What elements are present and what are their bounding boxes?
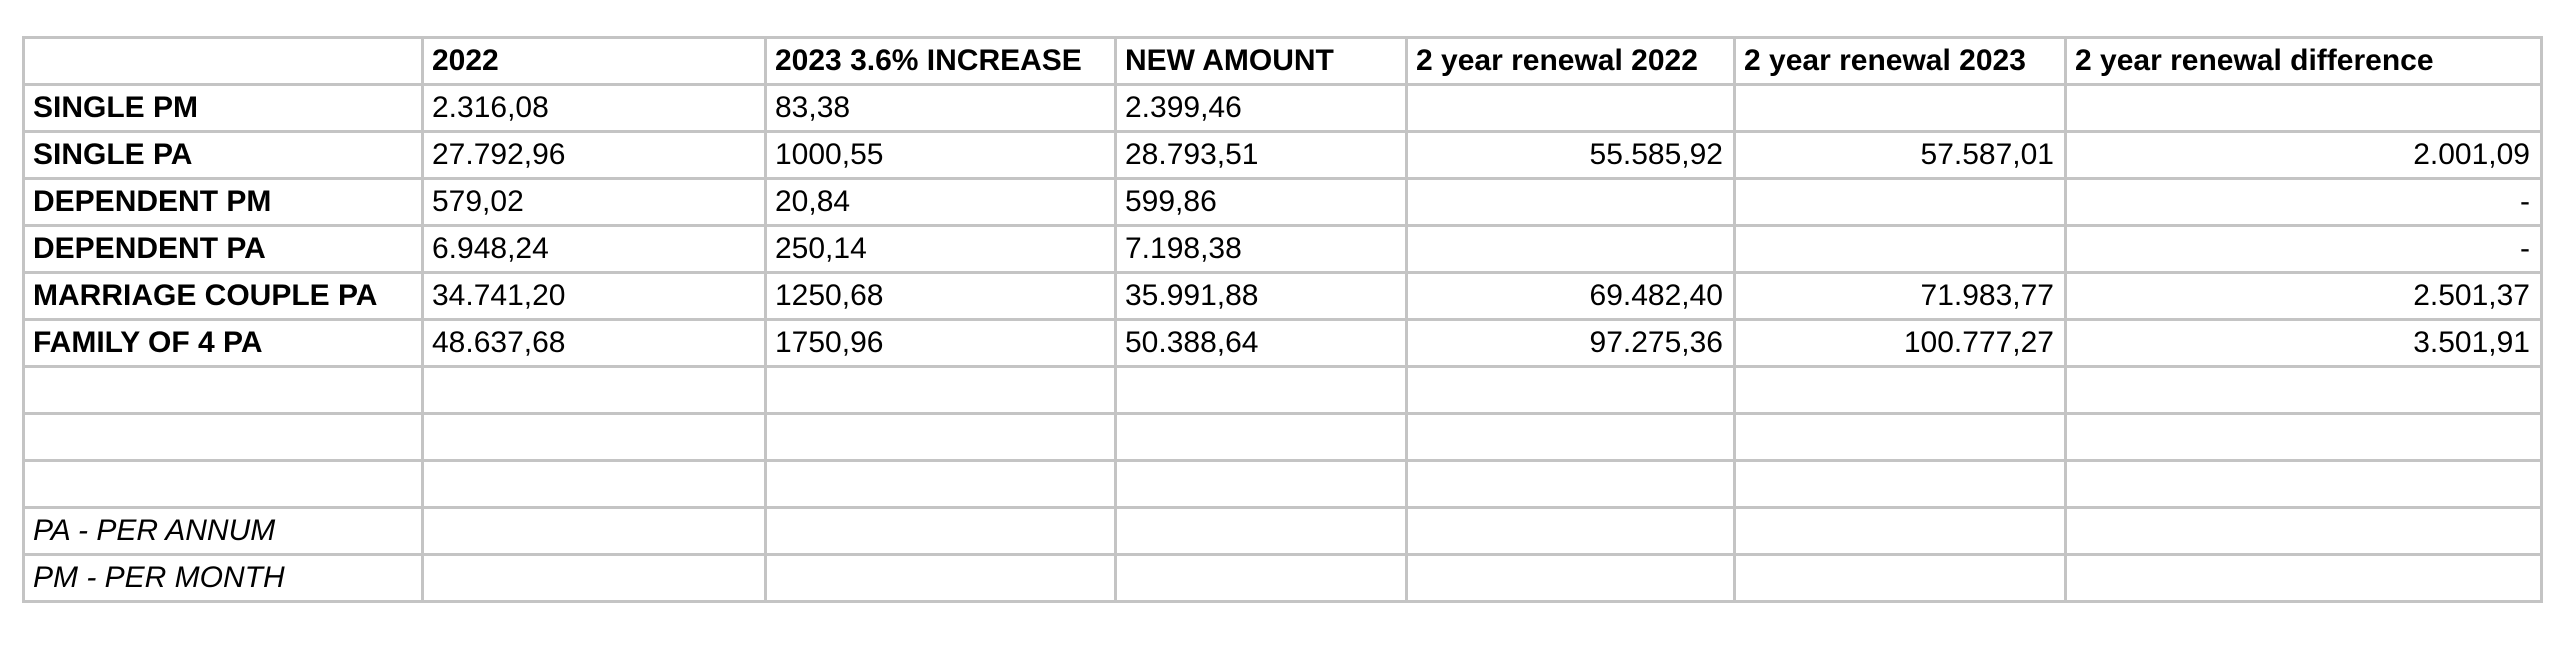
empty-cell[interactable]: [766, 555, 1116, 602]
empty-cell[interactable]: [1735, 367, 2066, 414]
row-label-cell[interactable]: MARRIAGE COUPLE PA: [24, 273, 423, 320]
table-row: [24, 179, 2542, 226]
empty-cell[interactable]: [2066, 414, 2542, 461]
spreadsheet-table: [22, 36, 2543, 603]
empty-cell[interactable]: [2066, 508, 2542, 555]
value-cell-new-amount[interactable]: 28.793,51: [1116, 132, 1407, 179]
empty-cell[interactable]: [2066, 461, 2542, 508]
value-cell-renewal-diff[interactable]: -: [2066, 179, 2542, 226]
value-cell-new-amount[interactable]: 2.399,46: [1116, 85, 1407, 132]
value-cell-renewal-2022[interactable]: [1407, 85, 1735, 132]
note-row: [24, 508, 2542, 555]
value-cell-renewal-2023[interactable]: 57.587,01: [1735, 132, 2066, 179]
empty-cell[interactable]: [2066, 555, 2542, 602]
value-cell-2022[interactable]: 27.792,96: [423, 132, 766, 179]
empty-cell[interactable]: [24, 367, 423, 414]
empty-cell[interactable]: [1407, 508, 1735, 555]
header-cell-renewal-difference[interactable]: 2 year renewal difference: [2066, 38, 2542, 85]
header-cell-renewal-2023[interactable]: 2 year renewal 2023: [1735, 38, 2066, 85]
table-row: [24, 132, 2542, 179]
empty-cell[interactable]: [766, 367, 1116, 414]
note-row: [24, 555, 2542, 602]
value-cell-2022[interactable]: 48.637,68: [423, 320, 766, 367]
empty-cell[interactable]: [1407, 555, 1735, 602]
row-label-cell[interactable]: DEPENDENT PM: [24, 179, 423, 226]
note-cell-per-month[interactable]: PM - PER MONTH: [24, 555, 423, 602]
value-cell-increase[interactable]: 1000,55: [766, 132, 1116, 179]
row-label-cell[interactable]: DEPENDENT PA: [24, 226, 423, 273]
row-label-cell[interactable]: FAMILY OF 4 PA: [24, 320, 423, 367]
value-cell-renewal-2022[interactable]: 55.585,92: [1407, 132, 1735, 179]
value-cell-increase[interactable]: 20,84: [766, 179, 1116, 226]
empty-cell[interactable]: [1116, 414, 1407, 461]
value-cell-increase[interactable]: 1750,96: [766, 320, 1116, 367]
value-cell-increase[interactable]: 250,14: [766, 226, 1116, 273]
empty-cell[interactable]: [423, 367, 766, 414]
value-cell-2022[interactable]: 6.948,24: [423, 226, 766, 273]
empty-cell[interactable]: [1116, 367, 1407, 414]
empty-cell[interactable]: [766, 508, 1116, 555]
value-cell-renewal-2023[interactable]: [1735, 226, 2066, 273]
header-cell-new-amount[interactable]: NEW AMOUNT: [1116, 38, 1407, 85]
value-cell-2022[interactable]: 2.316,08: [423, 85, 766, 132]
empty-cell[interactable]: [423, 414, 766, 461]
table-row: [24, 85, 2542, 132]
empty-cell[interactable]: [1116, 555, 1407, 602]
value-cell-renewal-diff[interactable]: 3.501,91: [2066, 320, 2542, 367]
empty-cell[interactable]: [1407, 367, 1735, 414]
empty-cell[interactable]: [1735, 508, 2066, 555]
table-row: [24, 226, 2542, 273]
table-row: [24, 320, 2542, 367]
empty-cell[interactable]: [24, 414, 423, 461]
value-cell-renewal-2022[interactable]: [1407, 179, 1735, 226]
value-cell-new-amount[interactable]: 50.388,64: [1116, 320, 1407, 367]
value-cell-2022[interactable]: 34.741,20: [423, 273, 766, 320]
value-cell-increase[interactable]: 83,38: [766, 85, 1116, 132]
empty-cell[interactable]: [1116, 508, 1407, 555]
empty-row: [24, 367, 2542, 414]
value-cell-renewal-diff[interactable]: -: [2066, 226, 2542, 273]
empty-cell[interactable]: [1407, 414, 1735, 461]
empty-cell[interactable]: [423, 508, 766, 555]
empty-cell[interactable]: [2066, 367, 2542, 414]
value-cell-renewal-2023[interactable]: 71.983,77: [1735, 273, 2066, 320]
value-cell-renewal-2023[interactable]: 100.777,27: [1735, 320, 2066, 367]
value-cell-renewal-diff[interactable]: 2.001,09: [2066, 132, 2542, 179]
empty-cell[interactable]: [1116, 461, 1407, 508]
empty-row: [24, 461, 2542, 508]
value-cell-renewal-2022[interactable]: 97.275,36: [1407, 320, 1735, 367]
header-cell-2022[interactable]: 2022: [423, 38, 766, 85]
empty-cell[interactable]: [1735, 414, 2066, 461]
value-cell-renewal-diff[interactable]: [2066, 85, 2542, 132]
empty-cell[interactable]: [423, 461, 766, 508]
empty-cell[interactable]: [766, 461, 1116, 508]
table-row: [24, 273, 2542, 320]
value-cell-renewal-2023[interactable]: [1735, 85, 2066, 132]
empty-cell[interactable]: [1735, 461, 2066, 508]
empty-row: [24, 414, 2542, 461]
row-label-cell[interactable]: SINGLE PM: [24, 85, 423, 132]
value-cell-2022[interactable]: 579,02: [423, 179, 766, 226]
empty-cell[interactable]: [24, 461, 423, 508]
empty-cell[interactable]: [1407, 461, 1735, 508]
value-cell-new-amount[interactable]: 599,86: [1116, 179, 1407, 226]
header-cell-renewal-2022[interactable]: 2 year renewal 2022: [1407, 38, 1735, 85]
value-cell-new-amount[interactable]: 35.991,88: [1116, 273, 1407, 320]
header-cell-2023-increase[interactable]: 2023 3.6% INCREASE: [766, 38, 1116, 85]
value-cell-renewal-2022[interactable]: [1407, 226, 1735, 273]
note-cell-per-annum[interactable]: PA - PER ANNUM: [24, 508, 423, 555]
row-label-cell[interactable]: SINGLE PA: [24, 132, 423, 179]
header-row: [24, 38, 2542, 85]
value-cell-renewal-2022[interactable]: 69.482,40: [1407, 273, 1735, 320]
value-cell-new-amount[interactable]: 7.198,38: [1116, 226, 1407, 273]
empty-cell[interactable]: [1735, 555, 2066, 602]
value-cell-renewal-diff[interactable]: 2.501,37: [2066, 273, 2542, 320]
header-cell-blank[interactable]: [24, 38, 423, 85]
value-cell-renewal-2023[interactable]: [1735, 179, 2066, 226]
empty-cell[interactable]: [423, 555, 766, 602]
value-cell-increase[interactable]: 1250,68: [766, 273, 1116, 320]
empty-cell[interactable]: [766, 414, 1116, 461]
